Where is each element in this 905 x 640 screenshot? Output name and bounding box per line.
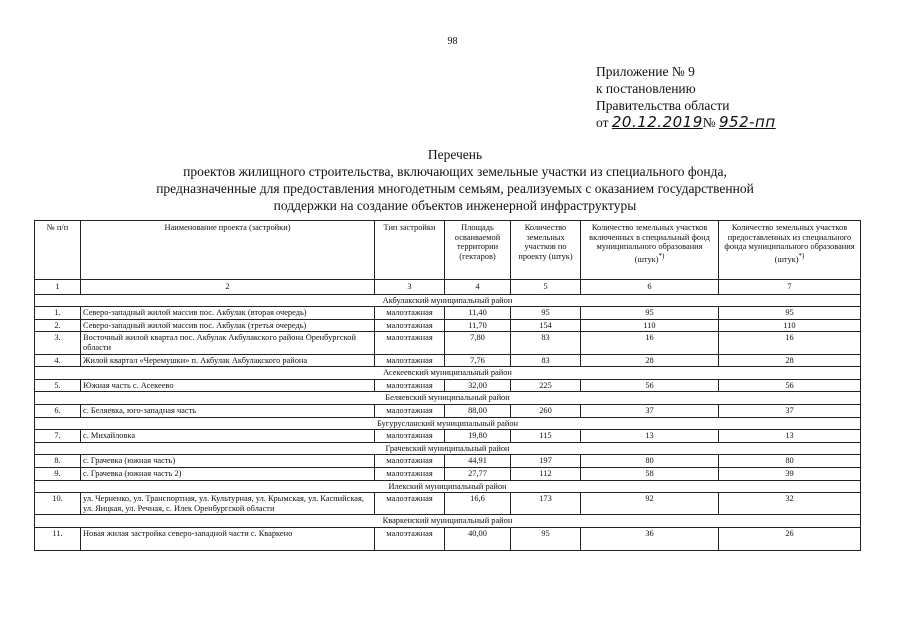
project-name: с. Михайловка [81,430,375,443]
header-cell [581,221,719,280]
from-label: от [596,115,609,130]
header-cell: № п/п [35,221,81,280]
appendix-block [596,63,896,131]
region-row [35,392,861,405]
fund-count: 36 [581,527,719,550]
title-line-2: проектов жилищного строительства, включающих земельные участки из специального фонда, [183,164,727,179]
table-row [35,527,861,550]
project-name: Новая жилая застройка северо-западной части с. Кваркено [81,527,375,550]
table-row [35,467,861,480]
area-value: 44,91 [445,455,511,468]
given-count: 28 [719,354,861,367]
building-type: малоэтажная [375,527,445,550]
region-row [35,417,861,430]
fund-count: 80 [581,455,719,468]
region-row [35,515,861,528]
project-name: Жилой квартал «Черемушки» п. Акбулак Акбулакского района [81,354,375,367]
header-row [35,221,861,280]
given-count: 37 [719,404,861,417]
area-value: 19,80 [445,430,511,443]
plots-count: 112 [511,467,581,480]
footnote-mark: *) [798,251,805,260]
plots-count: 83 [511,332,581,354]
building-type: малоэтажная [375,467,445,480]
table-row [35,493,861,515]
title-line-4: поддержки на создание объектов инженерной инфраструктуры [273,198,637,213]
plots-count: 95 [511,307,581,320]
given-count: 16 [719,332,861,354]
building-type: малоэтажная [375,307,445,320]
appendix-line-1: Приложение № 9 [596,64,695,79]
row-number: 8. [35,455,81,468]
header-cell: Наименование проекта (застройки) [81,221,375,280]
building-type: малоэтажная [375,430,445,443]
fund-count: 16 [581,332,719,354]
given-count: 39 [719,467,861,480]
area-value: 27,77 [445,467,511,480]
plots-count: 173 [511,493,581,515]
row-number: 2. [35,319,81,332]
header-text: Количество земельных участков предоставленных из специального фонда муниципального образования (штук) [724,223,855,264]
row-number: 4. [35,354,81,367]
area-value: 16,6 [445,493,511,515]
column-number: 5 [511,280,581,295]
region-name: Илекский муниципальный район [35,480,861,493]
number-label: № [702,115,716,130]
table-row [35,354,861,367]
project-name: Восточный жилой квартал пос. Акбулак Акбулакского района Оренбургской области [81,332,375,354]
project-name: с. Беляевка, юго-западная часть [81,404,375,417]
header-cell: Количество земельных участков по проекту (штук) [511,221,581,280]
appendix-date-line [596,114,896,131]
fund-count: 110 [581,319,719,332]
given-count: 95 [719,307,861,320]
header-cell [719,221,861,280]
area-value: 40,00 [445,527,511,550]
building-type: малоэтажная [375,493,445,515]
column-number: 1 [35,280,81,295]
column-number: 6 [581,280,719,295]
plots-count: 154 [511,319,581,332]
building-type: малоэтажная [375,455,445,468]
column-number: 4 [445,280,511,295]
row-number: 5. [35,379,81,392]
region-name: Бугурусланский муниципальный район [35,417,861,430]
table-row [35,430,861,443]
fund-count: 37 [581,404,719,417]
area-value: 11,40 [445,307,511,320]
handwritten-number: 952-пп [719,113,776,131]
project-name: Южная часть с. Асекеево [81,379,375,392]
column-number: 3 [375,280,445,295]
fund-count: 92 [581,493,719,515]
row-number: 11. [35,527,81,550]
given-count: 56 [719,379,861,392]
area-value: 7,76 [445,354,511,367]
project-name: с. Грачевка (южная часть) [81,455,375,468]
fund-count: 95 [581,307,719,320]
plots-count: 260 [511,404,581,417]
region-row [35,442,861,455]
table-row [35,307,861,320]
building-type: малоэтажная [375,354,445,367]
plots-count: 225 [511,379,581,392]
document-title [40,146,870,214]
table-row [35,332,861,354]
area-value: 11,70 [445,319,511,332]
given-count: 13 [719,430,861,443]
row-number: 9. [35,467,81,480]
footnote-mark: *) [658,251,665,260]
row-number: 1. [35,307,81,320]
row-number: 7. [35,430,81,443]
table-row [35,404,861,417]
region-name: Беляевский муниципальный район [35,392,861,405]
fund-count: 58 [581,467,719,480]
fund-count: 56 [581,379,719,392]
region-name: Грачевский муниципальный район [35,442,861,455]
region-row [35,367,861,380]
building-type: малоэтажная [375,379,445,392]
fund-count: 13 [581,430,719,443]
column-number: 2 [81,280,375,295]
project-name: Северо-западный жилой массив пос. Акбулак (вторая очередь) [81,307,375,320]
header-cell: Площадь осваиваемой территории (гектаров) [445,221,511,280]
area-value: 88,00 [445,404,511,417]
region-row [35,294,861,307]
region-name: Асекеевский муниципальный район [35,367,861,380]
row-number: 6. [35,404,81,417]
building-type: малоэтажная [375,319,445,332]
title-line-1: Перечень [427,147,483,162]
region-name: Кваркенский муниципальный район [35,515,861,528]
region-row [35,480,861,493]
area-value: 32,00 [445,379,511,392]
title-line-3: предназначенные для предоставления многодетным семьям, реализуемых с оказанием государственной [156,181,754,196]
row-number: 3. [35,332,81,354]
table-row [35,379,861,392]
row-number: 10. [35,493,81,515]
given-count: 32 [719,493,861,515]
handwritten-date: 20.12.2019 [611,113,703,131]
appendix-line-3: Правительства области [596,98,730,113]
given-count: 110 [719,319,861,332]
table-row [35,319,861,332]
area-value: 7,80 [445,332,511,354]
plots-count: 83 [511,354,581,367]
plots-count: 115 [511,430,581,443]
given-count: 26 [719,527,861,550]
header-text: Количество земельных участков включенных в специальный фонд муниципального образования (штук) [589,223,710,264]
column-number-row [35,280,861,295]
project-name: с. Грачевка (южная часть 2) [81,467,375,480]
column-number: 7 [719,280,861,295]
project-name: Северо-западный жилой массив пос. Акбулак (третья очередь) [81,319,375,332]
plots-count: 197 [511,455,581,468]
building-type: малоэтажная [375,404,445,417]
given-count: 80 [719,455,861,468]
table-row [35,455,861,468]
project-name: ул. Черненко, ул. Транспортная, ул. Культурная, ул. Крымская, ул. Каспийская, ул. Яицкая, ул. Речная, с. Илек Оренбургской области [81,493,375,515]
fund-count: 28 [581,354,719,367]
plots-count: 95 [511,527,581,550]
region-name: Акбулакский муниципальный район [35,294,861,307]
header-cell: Тип застройки [375,221,445,280]
appendix-line-2: к постановлению [596,81,696,96]
page-number: 98 [447,36,458,47]
projects-table [34,220,861,551]
building-type: малоэтажная [375,332,445,354]
